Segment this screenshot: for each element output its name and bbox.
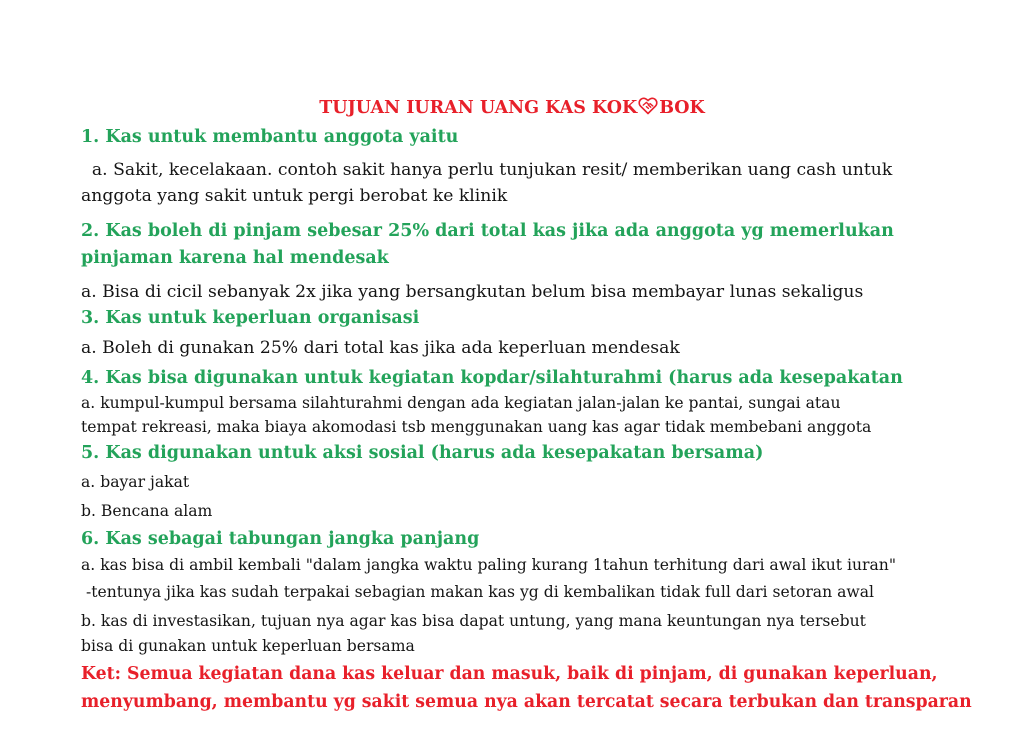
document-title: [0, 97, 1024, 120]
section-1-line-2: anggota yang sakit untuk pergi berobat ke klinik: [81, 186, 508, 206]
section-4-line-1: a. kumpul-kumpul bersama silahturahmi dengan ada kegiatan jalan-jalan ke pantai, sungai atau: [81, 394, 841, 412]
section-6-line-1: a. kas bisa di ambil kembali "dalam jangka waktu paling kurang 1tahun terhitung dari awal ikut iuran": [81, 556, 897, 574]
section-5-line-2: b. Bencana alam: [81, 502, 213, 520]
heart-handshake-icon: [638, 97, 658, 120]
section-2-heading-line-2: pinjaman karena hal mendesak: [81, 248, 389, 268]
section-1-line-1: a. Sakit, kecelakaan. contoh sakit hanya perlu tunjukan resit/ memberikan uang cash untuk: [81, 160, 893, 180]
section-3-heading: 3. Kas untuk keperluan organisasi: [81, 308, 420, 328]
section-4-line-2: tempat rekreasi, maka biaya akomodasi tsb menggunakan uang kas agar tidak membebani anggota: [81, 418, 872, 436]
section-2-heading-line-1: 2. Kas boleh di pinjam sebesar 25% dari total kas jika ada anggota yg memerlukan: [81, 221, 894, 241]
section-6-line-3: b. kas di investasikan, tujuan nya agar kas bisa dapat untung, yang mana keuntungan nya tersebut: [81, 612, 866, 630]
title-text-end: BOK: [659, 98, 705, 118]
section-2-line-1: a. Bisa di cicil sebanyak 2x jika yang bersangkutan belum bisa membayar lunas sekaligus: [81, 282, 864, 302]
section-6-heading: 6. Kas sebagai tabungan jangka panjang: [81, 529, 480, 549]
title-text-start: TUJUAN IURAN UANG KAS KOK: [319, 98, 638, 118]
section-6-line-4: bisa di gunakan untuk keperluan bersama: [81, 637, 415, 655]
section-6-line-2: -tentunya jika kas sudah terpakai sebagian makan kas yg di kembalikan tidak full dari setoran awal: [81, 583, 875, 601]
section-5-line-1: a. bayar jakat: [81, 473, 190, 491]
note-line-2: menyumbang, membantu yg sakit semua nya akan tercatat secara terbukan dan transparan: [81, 692, 972, 712]
note-line-1: Ket: Semua kegiatan dana kas keluar dan masuk, baik di pinjam, di gunakan keperluan,: [81, 664, 938, 684]
section-1-heading: 1. Kas untuk membantu anggota yaitu: [81, 127, 459, 147]
section-3-line-1: a. Boleh di gunakan 25% dari total kas jika ada keperluan mendesak: [81, 338, 680, 358]
section-5-heading: 5. Kas digunakan untuk aksi sosial (harus ada kesepakatan bersama): [81, 443, 764, 463]
section-4-heading: 4. Kas bisa digunakan untuk kegiatan kopdar/silahturahmi (harus ada kesepakatan: [81, 368, 903, 388]
